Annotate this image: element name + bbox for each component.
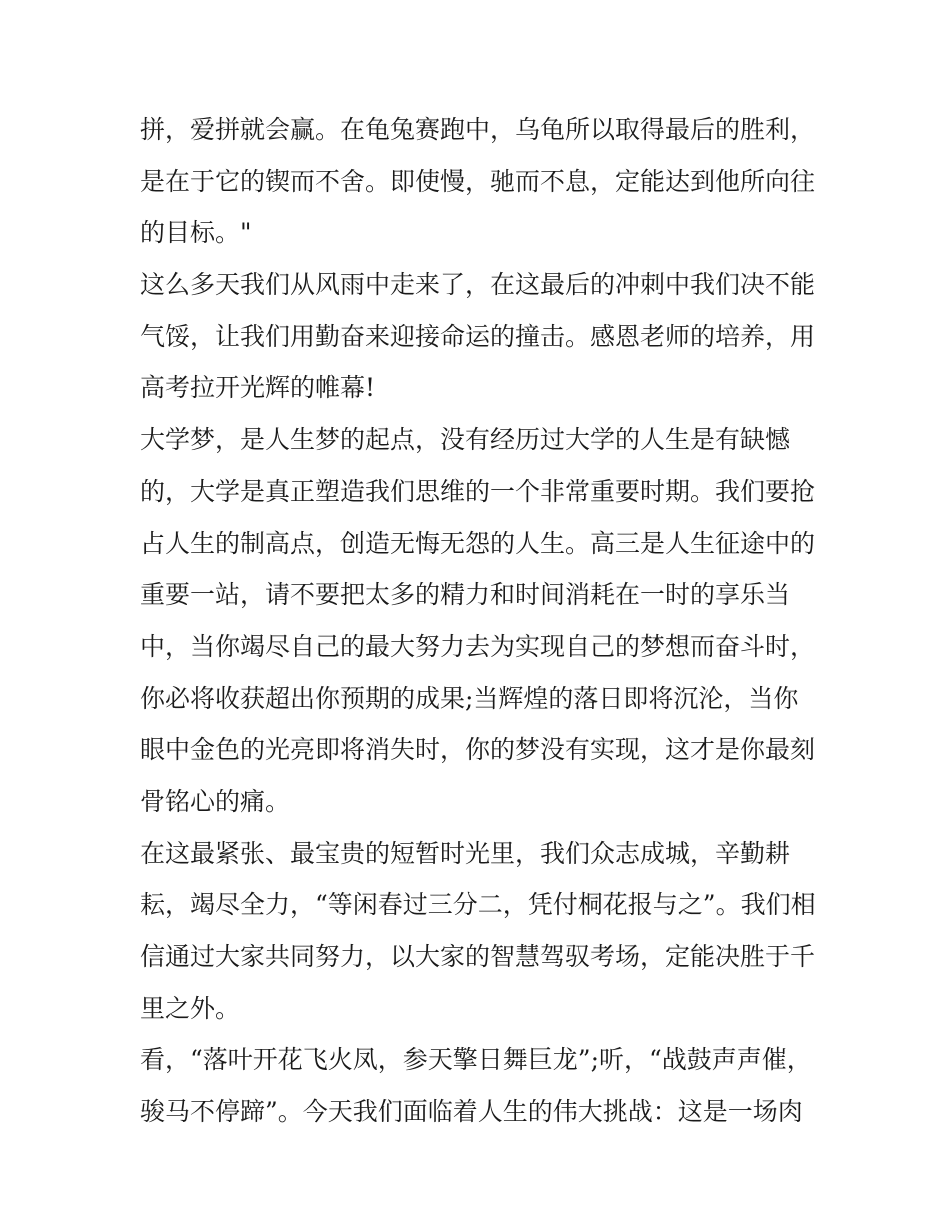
text-line: 大学梦，是人生梦的起点，没有经历过大学的人生是有缺憾: [140, 425, 791, 455]
text-line: 你必将收获超出你预期的成果;当辉煌的落日即将沉沦，当你: [140, 683, 799, 713]
text-line: 信通过大家共同努力，以大家的智慧驾驭考场，定能决胜于千: [140, 942, 816, 971]
text-line: 高考拉开光辉的帷幕!: [140, 373, 376, 403]
text-line: 拼，爱拼就会赢。在龟兔赛跑中，乌龟所以取得最后的胜利，: [140, 115, 816, 144]
text-line: 在这最紧张、最宝贵的短暂时光里，我们众志成城，辛勤耕: [140, 838, 791, 868]
text-line: 中，当你竭尽自己的最大努力去为实现自己的梦想而奋斗时，: [140, 631, 816, 661]
body-text: [140, 104, 820, 1138]
text-line: 的目标。": [140, 218, 252, 248]
text-line: 的，大学是真正塑造我们思维的一个非常重要时期。我们要抢: [140, 476, 816, 506]
text-line: 重要一站，请不要把太多的精力和时间消耗在一时的享乐当: [140, 580, 791, 610]
text-line: 气馁，让我们用勤奋来迎接命运的撞击。感恩老师的培养，用: [140, 321, 816, 351]
text-line: 骏马不停蹄”。今天我们面临着人生的伟大挑战：这是一场肉: [140, 1097, 803, 1127]
text-line: 是在于它的锲而不舍。即使慢，驰而不息，定能达到他所向往: [140, 166, 816, 196]
text-line: 看，“落叶开花飞火凤，参天擎日舞巨龙”;听，“战鼓声声催，: [140, 1045, 812, 1075]
text-line: 占人生的制高点，创造无悔无怨的人生。高三是人生征途中的: [140, 528, 816, 558]
text-line: 眼中金色的光亮即将消失时，你的梦没有实现，这才是你最刻: [140, 735, 816, 765]
text-line: 里之外。: [140, 993, 241, 1023]
text-line: 这么多天我们从风雨中走来了，在这最后的冲刺中我们决不能: [140, 270, 816, 300]
text-line: 耘，竭尽全力，“等闲春过三分二，凭付桐花报与之”。我们相: [140, 890, 816, 920]
text-line: 骨铭心的痛。: [140, 786, 291, 816]
